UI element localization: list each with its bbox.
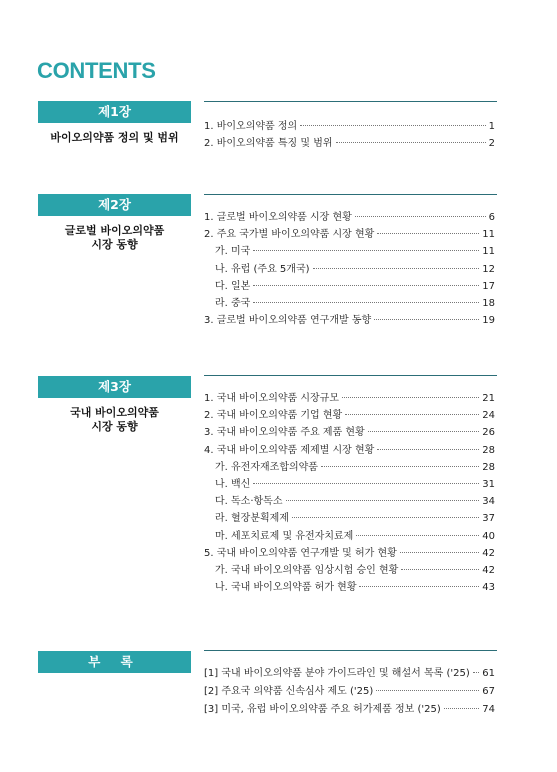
toc-page-number: 28: [482, 444, 495, 456]
toc-entry-label: 다. 일본: [215, 280, 251, 292]
toc-entry-label: 2. 국내 바이오의약품 기업 현황: [204, 410, 343, 422]
dot-leader: [292, 517, 479, 518]
toc-page-number: 61: [482, 668, 495, 679]
toc-page-number: 31: [482, 478, 495, 490]
toc-page-number: 18: [482, 297, 495, 309]
dot-leader: [376, 690, 479, 691]
dot-leader: [286, 500, 480, 501]
toc-entry[interactable]: [204, 423, 495, 440]
toc-entry-label: 1. 국내 바이오의약품 시장규모: [204, 393, 339, 404]
chapter-3-toc: [204, 389, 495, 595]
contents-title: CONTENTS: [37, 58, 156, 83]
toc-page-number: 19: [482, 315, 495, 327]
dot-leader: [374, 319, 479, 320]
chapter-2-subtitle-line2: 시장 동향: [91, 238, 138, 251]
toc-page-number: 24: [482, 410, 495, 422]
chapter-2-subtitle-line1: 글로벌 바이오의약품: [64, 224, 165, 237]
chapter-1-subtitle: 바이오의약품 정의 및 범위: [50, 131, 179, 144]
toc-subentry[interactable]: [204, 527, 495, 544]
toc-entry-label: 가. 국내 바이오의약품 임상시험 승인 현황: [215, 564, 399, 576]
chapter-3-subtitle-line1: 국내 바이오의약품: [70, 406, 159, 419]
toc-page-number: 1: [488, 121, 495, 132]
dot-leader: [253, 483, 479, 484]
toc-entry-label: 라. 혈장분획제제: [215, 513, 289, 525]
toc-page-number: 11: [482, 229, 495, 241]
toc-page-number: 40: [482, 530, 495, 542]
chapter-3-rule: [204, 375, 497, 376]
toc-entry[interactable]: [204, 311, 495, 328]
chapter-2-toc: [204, 208, 495, 328]
dot-leader: [313, 268, 480, 269]
toc-subentry[interactable]: [204, 242, 495, 259]
dot-leader: [377, 233, 479, 234]
toc-entry-label: 3. 글로벌 바이오의약품 연구개발 동향: [204, 315, 372, 327]
toc-page-number: 42: [482, 547, 495, 559]
toc-entry[interactable]: [204, 134, 495, 151]
dot-leader: [355, 216, 486, 217]
dot-leader: [345, 414, 479, 415]
toc-entry[interactable]: [204, 664, 495, 682]
dot-leader: [300, 125, 485, 126]
toc-page-number: 17: [482, 280, 495, 292]
dot-leader: [359, 586, 479, 587]
chapter-1-rule: [204, 101, 497, 102]
toc-entry[interactable]: [204, 389, 495, 406]
toc-entry-label: 다. 독소·항독소: [215, 496, 283, 508]
toc-subentry[interactable]: [204, 277, 495, 294]
dot-leader: [368, 431, 480, 432]
dot-leader: [336, 142, 486, 143]
chapter-2-label: 제2장: [38, 194, 191, 216]
chapter-2-rule: [204, 194, 497, 195]
toc-entry-label: [1] 국내 바이오의약품 분야 가이드라인 및 해설서 목록 ('25): [204, 668, 470, 679]
dot-leader: [444, 708, 480, 709]
toc-entry[interactable]: [204, 225, 495, 242]
toc-entry-label: [2] 주요국 의약품 신속심사 제도 ('25): [204, 686, 374, 697]
toc-entry-label: 1. 글로벌 바이오의약품 시장 현황: [204, 212, 352, 223]
dot-leader: [400, 552, 479, 553]
toc-subentry[interactable]: [204, 492, 495, 509]
toc-subentry[interactable]: [204, 578, 495, 595]
chapter-3-subtitle: [38, 406, 191, 434]
toc-page-number: 11: [482, 246, 495, 258]
chapter-3-subtitle-line2: 시장 동향: [91, 420, 138, 433]
toc-entry[interactable]: [204, 682, 495, 700]
dot-leader: [377, 449, 479, 450]
chapter-2-subtitle: [38, 224, 191, 252]
toc-page-number: 2: [488, 138, 495, 150]
toc-entry-label: 3. 국내 바이오의약품 주요 제품 현황: [204, 427, 365, 439]
dot-leader: [473, 672, 480, 673]
toc-subentry[interactable]: [204, 260, 495, 277]
toc-entry-label: [3] 미국, 유럽 바이오의약품 주요 허가제품 정보 ('25): [204, 704, 441, 715]
toc-entry-label: 4. 국내 바이오의약품 제제별 시장 현황: [204, 444, 375, 456]
dot-leader: [253, 250, 479, 251]
appendix-rule: [204, 650, 497, 651]
dot-leader: [342, 397, 479, 398]
toc-entry-label: 가. 유전자재조합의약품: [215, 461, 318, 473]
toc-page-number: 12: [482, 263, 495, 275]
toc-entry-label: 5. 국내 바이오의약품 연구개발 및 허가 현황: [204, 547, 397, 559]
appendix-toc: [204, 664, 495, 718]
toc-entry-label: 라. 중국: [215, 297, 251, 309]
toc-page-number: 21: [482, 393, 495, 404]
toc-entry-label: 2. 바이오의약품 특징 및 범위: [204, 138, 333, 150]
toc-entry-label: 2. 주요 국가별 바이오의약품 시장 현황: [204, 229, 375, 241]
dot-leader: [401, 569, 479, 570]
toc-entry-label: 마. 세포치료제 및 유전자치료제: [215, 530, 354, 542]
toc-page-number: 42: [482, 564, 495, 576]
toc-subentry[interactable]: [204, 475, 495, 492]
toc-page-number: 6: [488, 212, 495, 223]
toc-entry-label: 가. 미국: [215, 246, 251, 258]
toc-page-number: 28: [482, 461, 495, 473]
toc-entry[interactable]: [204, 544, 495, 561]
toc-entry[interactable]: [204, 208, 495, 225]
toc-entry[interactable]: [204, 441, 495, 458]
toc-entry[interactable]: [204, 406, 495, 423]
toc-subentry[interactable]: [204, 294, 495, 311]
toc-page-number: 74: [482, 704, 495, 715]
toc-page-number: 34: [482, 496, 495, 508]
toc-entry[interactable]: [204, 117, 495, 134]
toc-page-number: 67: [482, 686, 495, 697]
toc-entry-label: 나. 국내 바이오의약품 허가 현황: [215, 582, 357, 594]
toc-page-number: 37: [482, 513, 495, 525]
toc-page-number: 43: [482, 582, 495, 594]
dot-leader: [356, 535, 479, 536]
toc-entry[interactable]: [204, 700, 495, 718]
dot-leader: [253, 285, 479, 286]
toc-entry-label: 나. 백신: [215, 478, 251, 490]
toc-subentry[interactable]: [204, 561, 495, 578]
chapter-1-toc: [204, 117, 495, 151]
toc-subentry[interactable]: [204, 458, 495, 475]
appendix-label: 부 록: [38, 651, 191, 673]
toc-page-number: 26: [482, 427, 495, 439]
toc-entry-label: 나. 유럽 (주요 5개국): [215, 263, 310, 275]
toc-entry-label: 1. 바이오의약품 정의: [204, 121, 298, 132]
dot-leader: [253, 302, 479, 303]
dot-leader: [321, 466, 479, 467]
chapter-3-label: 제3장: [38, 376, 191, 398]
toc-subentry[interactable]: [204, 509, 495, 526]
chapter-1-label: 제1장: [38, 101, 191, 123]
